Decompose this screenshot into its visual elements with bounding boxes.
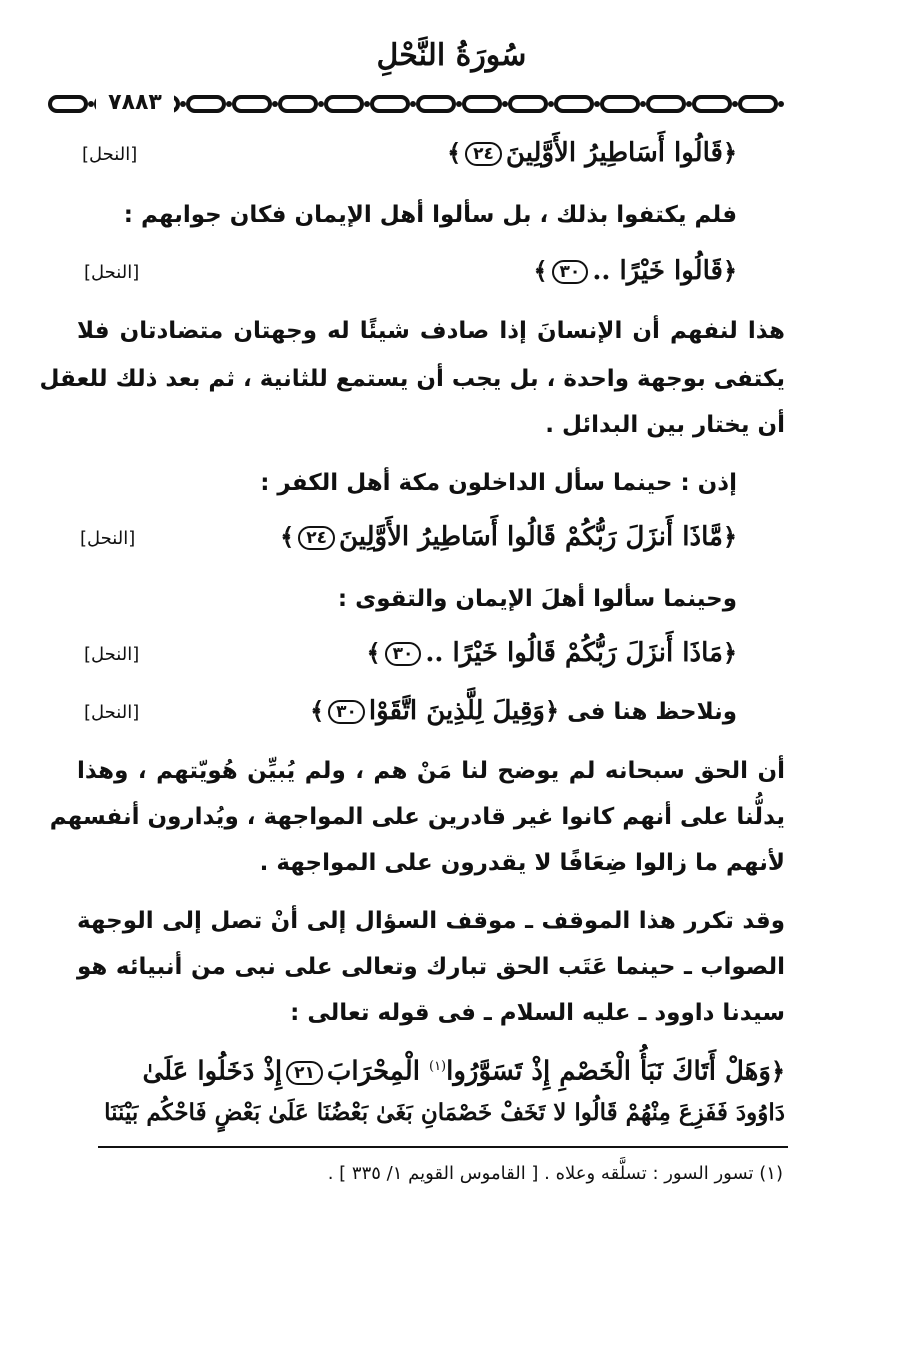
ayah-number: ٢١ [286,1061,323,1085]
chain-dot [272,101,278,107]
chain-dot [318,101,324,107]
ornate-bracket-open: ﴿ [722,256,737,285]
text-line-16: الصواب ـ حينما عَتَب الحق تبارك وتعالى على نبى من أنبيائه هو [77,954,785,980]
chain-link [50,97,86,111]
chain-link [602,97,638,111]
quran-verse-line-8 [280,520,737,554]
chain-dot [502,101,508,107]
text-line-6: أن يختار بين البدائل . [545,412,785,438]
footnote: (١) تسور السور : تسلَّقه وعلاه . [ القاموس القويم ١/ ٣٣٥ ] . [327,1163,783,1184]
ornate-bracket-open: ﴿ [722,138,737,167]
chain-dot [778,101,784,107]
ornate-bracket-close: ﴾ [280,522,295,551]
chain-dot [88,101,94,107]
quran-verse-line-19: دَاوُودَ فَفَزِعَ مِنْهُمْ قَالُوا لا تَخَفْ خَصْمَانِ بَغَىٰ بَعْضُنَا عَلَىٰ بَعْضٍ فَاحْكُم بَيْنَنَا [104,1099,785,1126]
chain-link [694,97,730,111]
chain-dot [364,101,370,107]
chain-dot [686,101,692,107]
page-number: ٧٨٨٣ [96,88,174,118]
ornate-bracket-close: ﴾ [310,696,325,725]
footnote-marker[interactable]: (١) [428,1059,447,1074]
text-line-11 [310,694,737,729]
chain-dot [456,101,462,107]
verse-text: مَّاذَا أَنزَلَ رَبُّكُمْ قَالُوا أَسَاطِيرُ الأَوَّلِينَ [338,522,723,552]
chain-link [418,97,454,111]
verse-reference: [النحل] [82,144,138,165]
chain-dot [548,101,554,107]
ornate-bracket-open: ﴿ [770,1056,785,1086]
verse-text: وَهَلْ أَتَاكَ نَبَأُ الْخَصْمِ إِذْ تَسَوَّرُوا [446,1056,771,1087]
chain-link [234,97,270,111]
ornate-bracket-close: ﴾ [366,638,381,667]
text-line-7: إذن : حينما سأل الداخلون مكة أهل الكفر : [260,470,737,496]
quran-verse-line-10 [367,636,737,670]
verse-text: مَاذَا أَنزَلَ رَبُّكُمْ قَالُوا خَيْرًا .. [425,638,723,668]
verse-text: وَقِيلَ لِلَّذِينَ اتَّقَوْا [368,696,545,726]
ayah-number: ٢٤ [465,142,502,166]
chain-dot [732,101,738,107]
ornate-bracket-close: ﴾ [533,256,548,285]
text-prefix: ونلاحظ هنا فى [567,699,737,725]
text-line-4: هذا لنفهم أن الإنسانَ إذا صادف شيئًا له وجهتان متضادتان فلا [77,318,785,344]
inline-quran-quote [310,696,559,726]
ornate-bracket-open: ﴿ [722,522,737,551]
chain-link [740,97,776,111]
verse-reference: [النحل] [84,262,140,283]
ornate-bracket-open: ﴿ [545,696,560,725]
text-line-12: أن الحق سبحانه لم يوضح لنا مَنْ هم ، ولم يُبيِّن هُويّتهم ، وهذا [77,758,785,784]
verse-reference: [النحل] [84,644,140,665]
text-line-5: يكتفى بوجهة واحدة ، بل يجب أن يستمع للثانية ، ثم بعد ذلك للعقل [39,366,785,392]
chain-dot [594,101,600,107]
chain-dot [226,101,232,107]
text-line-15: وقد تكرر هذا الموقف ـ موقف السؤال إلى أنْ تصل إلى الوجهة [77,908,785,934]
quran-verse-line-18 [143,1050,785,1089]
chain-link [464,97,500,111]
verse-text: الْمِحْرَابَ [326,1056,420,1087]
chain-link [188,97,224,111]
text-line-9: وحينما سألوا أهلَ الإيمان والتقوى : [337,586,737,612]
chain-link [280,97,316,111]
ornate-bracket-open: ﴿ [722,638,737,667]
text-line-13: يدلُّنا على أنهم كانوا غير قادرين على المواجهة ، ويُدارون أنفسهم [49,804,785,830]
chain-dot [640,101,646,107]
chain-link [556,97,592,111]
text-line-2: فلم يكتفوا بذلك ، بل سألوا أهل الإيمان فكان جوابهم : [123,202,737,228]
quran-verse-line-3 [533,254,737,288]
verse-text: إِذْ دَخَلُوا عَلَىٰ [142,1056,283,1087]
ornate-bracket-close: ﴾ [447,138,462,167]
text-line-14: لأنهم ما زالوا ضِعَافًا لا يقدرون على المواجهة . [259,850,785,876]
surah-title: سُورَةُ النَّحْلِ [376,38,527,73]
verse-reference: [النحل] [84,702,140,723]
ayah-number: ٣٠ [328,700,365,724]
chain-link [372,97,408,111]
chain-link [648,97,684,111]
chain-link [510,97,546,111]
footnote-separator [98,1146,788,1148]
text-line-17: سيدنا داوود ـ عليه السلام ـ فى قوله تعالى : [290,1000,785,1026]
ayah-number: ٢٤ [298,526,335,550]
verse-text: قَالُوا أَسَاطِيرُ الأَوَّلِينَ [505,138,723,168]
ayah-number: ٣٠ [385,642,422,666]
chain-dot [410,101,416,107]
verse-reference: [النحل] [80,528,136,549]
chain-link [326,97,362,111]
verse-text: قَالُوا خَيْرًا .. [592,256,723,286]
quran-verse-line-1 [447,136,737,170]
chain-dot [180,101,186,107]
ayah-number: ٣٠ [552,260,589,284]
